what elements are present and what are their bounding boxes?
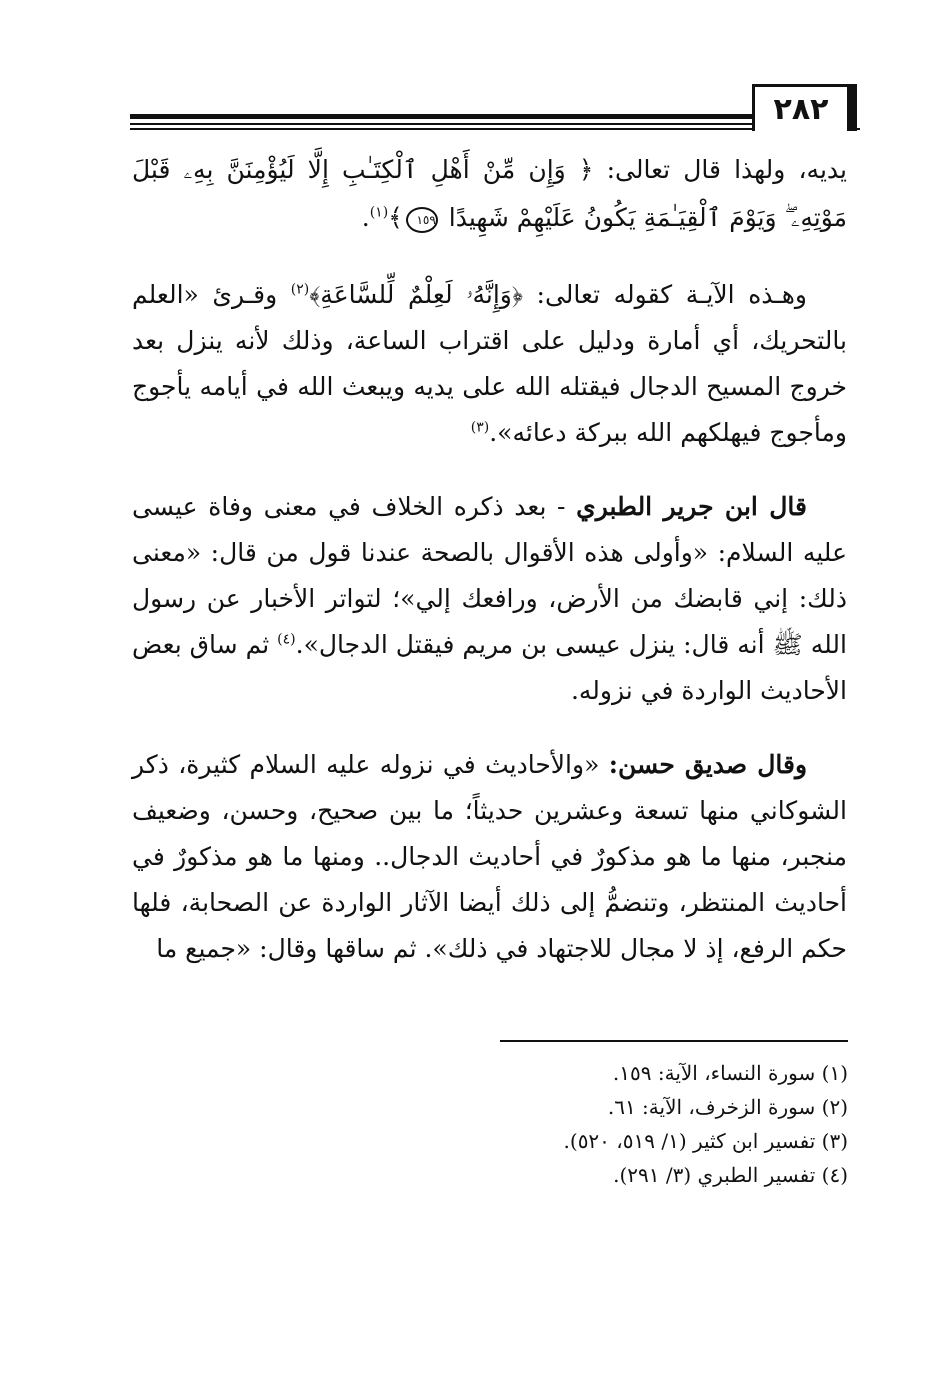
- paragraph-2-lead: وهـذه الآيـة كقوله تعالى:: [536, 280, 808, 309]
- header-rule-thin: [130, 123, 758, 125]
- footnote-ref-4[interactable]: (٤): [277, 631, 296, 648]
- paragraph-2: [132, 272, 847, 456]
- paragraph-1-lead: يديه، ولهذا قال تعالى:: [606, 155, 847, 184]
- quran-verse-2: ﴿وَإِنَّهُۥ لَعِلْمٌ لِّلسَّاعَةِ﴾: [309, 280, 523, 309]
- paragraph-2-text: وقـرئ «العلم بالتحريك، أي أمارة ودليل على اقتراب الساعة، وذلك لأنه ينزل بعد خروج المسيح الدجال فيقتله الله على يديه ويبعث الله في أيامه يأجوج ومأجوج فيهلكهم الله ببركة دعائه».: [132, 280, 847, 447]
- paragraph-1: [132, 146, 847, 242]
- header-rule-base: [130, 128, 860, 130]
- footnote-2: (٢) سورة الزخرف، الآية: ٦١.: [607, 1095, 848, 1119]
- paragraph-4-heading: وقال صديق حسن:: [608, 750, 808, 779]
- paragraph-3-tail: ثم ساق بعض الأحاديث الواردة في نزوله.: [132, 630, 847, 705]
- footnotes: [400, 1056, 848, 1192]
- footnote-ref-1[interactable]: (١): [369, 204, 389, 221]
- footnote-3: (٣) تفسير ابن كثير (١/ ٥١٩، ٥٢٠).: [563, 1129, 848, 1153]
- paragraph-4-text: «والأحاديث في نزوله عليه السلام كثيرة، ذكر الشوكاني منها تسعة وعشرين حديثاً؛ ما بين صحيح، وحسن، وضعيف منجبر، منها ما هو مذكورٌ في أحاديث الدجال.. ومنها ما هو مذكورٌ في أحاديث المنتظر، وتنضمُّ إلى ذلك أيضا الآثار الواردة عن الصحابة، فلها حكم الرفع، إذ لا مجال للاجتهاد في ذلك». ثم ساقها وقال: «جميع ما: [132, 750, 847, 963]
- main-text: [132, 146, 847, 1000]
- ayah-number-mark: ١٥٩: [406, 207, 438, 233]
- paragraph-3: [132, 484, 847, 714]
- paragraph-3-text: - بعد ذكره الخلاف في معنى وفاة عيسى عليه السلام: «وأولى هذه الأقوال بالصحة عندنا قول من قال: «معنى ذلك: إني قابضك من الأرض، ورافعك إلي»؛ لتواتر الأخبار عن رسول الله ﷺ أنه قال: ينزل عيسى بن مريم فيقتل الدجال».: [132, 492, 847, 659]
- page-number: ٢٨٢: [752, 84, 850, 131]
- paragraph-1-tail: .: [361, 203, 370, 232]
- paragraph-4: [132, 742, 847, 972]
- footnote-ref-2[interactable]: (٢): [290, 281, 310, 298]
- paragraph-3-heading: قال ابن جرير الطبري: [576, 492, 807, 521]
- header-rule-thick: [130, 114, 758, 119]
- footnote-ref-3[interactable]: (٣): [470, 419, 490, 436]
- quran-close-bracket: ﴾: [388, 203, 403, 232]
- footnote-separator: [500, 1040, 848, 1042]
- quran-verse-1: ﴿ وَإِن مِّنْ أَهْلِ ٱلْكِتَـٰبِ إِلَّا لَيُؤْمِنَنَّ بِهِۦ قَبْلَ مَوْتِهِۦ ۖ وَيَوْمَ ٱلْقِيَـٰمَةِ يَكُونُ عَلَيْهِمْ شَهِيدًا: [132, 155, 847, 232]
- footnote-1: (١) سورة النساء، الآية: ١٥٩.: [612, 1061, 848, 1085]
- page-header: [130, 84, 850, 134]
- footnote-4: (٤) تفسير الطبري (٣/ ٢٩١).: [613, 1163, 848, 1187]
